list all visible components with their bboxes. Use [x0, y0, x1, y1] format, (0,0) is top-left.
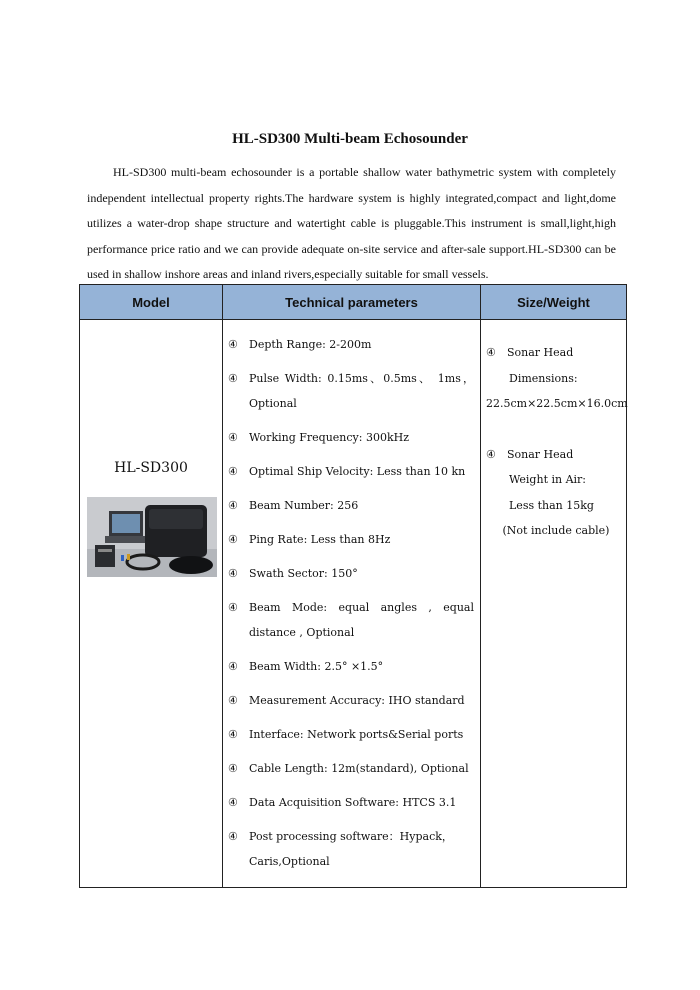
- param-item: [228, 790, 474, 816]
- param-item: [228, 722, 474, 748]
- param-item: [228, 366, 474, 392]
- document-title: HL-SD300 Multi-beam Echosounder: [232, 131, 468, 147]
- param-text: Cable Length: 12m(standard), Optional: [249, 761, 469, 775]
- param-item: [228, 493, 474, 519]
- model-name: HL-SD300: [114, 460, 188, 476]
- param-text: Depth Range: 2-200m: [249, 338, 372, 351]
- size-line: Weight in Air:: [509, 473, 587, 486]
- size-weight-cell: [481, 320, 627, 888]
- param-text: Beam Number: 256: [249, 499, 359, 513]
- size-line: Dimensions:: [509, 371, 578, 385]
- param-text: Optimal Ship Velocity: Less than 10 kn: [249, 465, 466, 479]
- param-item: [228, 595, 474, 621]
- param-item: [228, 688, 474, 714]
- param-item: [228, 824, 474, 850]
- bullet-mark: ④: [228, 499, 238, 513]
- param-item: [228, 425, 474, 451]
- param-text: Interface: Network ports&Serial ports: [249, 727, 464, 741]
- param-text: Beam Width: 2.5° ×1.5°: [249, 660, 384, 674]
- param-text: Measurement Accuracy: IHO standard: [249, 694, 465, 708]
- param-text: Working Frequency: 300kHz: [249, 431, 409, 445]
- bullet-mark: ④: [228, 371, 238, 385]
- size-line: ④ Sonar Head: [486, 442, 626, 468]
- bullet-mark: ④: [228, 431, 238, 445]
- bullet-mark: ④: [228, 660, 238, 674]
- bullet-mark: ④: [228, 829, 238, 843]
- product-photo: [87, 497, 217, 577]
- param-item-continuation: [228, 620, 474, 646]
- weight-block: [481, 442, 626, 544]
- bullet-mark: ④: [228, 566, 238, 580]
- param-text: Swath Sector: 150°: [249, 566, 358, 580]
- param-text: Optional: [249, 397, 297, 411]
- bullet-mark: ④: [486, 346, 496, 359]
- param-item: [228, 332, 474, 358]
- param-item-continuation: [228, 849, 474, 875]
- param-item: [228, 654, 474, 680]
- table-header-row: [80, 285, 627, 320]
- param-item: [228, 756, 474, 782]
- bullet-mark: ④: [228, 338, 238, 351]
- model-cell: [80, 320, 223, 888]
- parameters-cell: [223, 320, 481, 888]
- param-item: [228, 561, 474, 587]
- table-row: [80, 320, 627, 888]
- bullet-mark: ④: [228, 761, 238, 775]
- param-item: [228, 459, 474, 485]
- interface-box: [95, 545, 115, 567]
- param-text: Caris,Optional: [249, 855, 330, 869]
- param-item: [228, 527, 474, 553]
- header-size-weight: Size/Weight: [481, 285, 627, 320]
- param-text: Ping Rate: Less than 8Hz: [249, 532, 391, 546]
- param-text: Post processing software：Hypack，: [249, 829, 453, 843]
- header-model: Model: [80, 285, 223, 320]
- bullet-mark: ④: [228, 600, 238, 614]
- param-text: Pulse Width: 0.15ms、0.5ms、 1ms，: [249, 371, 474, 385]
- bullet-mark: ④: [228, 532, 238, 546]
- param-item-continuation: [228, 391, 474, 417]
- param-text: Data Acquisition Software: HTCS 3.1: [249, 795, 457, 809]
- param-text: Beam Mode: equal angles , equal: [249, 600, 474, 614]
- size-line: ④ Sonar Head: [486, 340, 626, 366]
- bullet-mark: ④: [228, 694, 238, 708]
- size-line: (Not include cable): [502, 524, 610, 537]
- param-text: distance , Optional: [249, 626, 355, 640]
- header-technical-parameters: Technical parameters: [223, 285, 481, 320]
- sonar-head: [169, 556, 213, 574]
- size-line: 22.5cm×22.5cm×16.0cm: [486, 397, 628, 410]
- intro-paragraph: HL-SD300 multi-beam echosounder is a portable shallow water bathymetric system with completely independent intellectual property rights.The hardware system is highly integrated,compact and light,dome utilizes a water-drop shape structure and watertight cable is pluggable.This instrument is small,light,high performance price ratio and we can provide adequate on-site service and after-sale support.HL-SD300 can be used in shallow inshore areas and inland rivers,especially suitable for small vessels.: [87, 165, 616, 281]
- bullet-mark: ④: [228, 795, 238, 809]
- bullet-mark: ④: [486, 447, 496, 461]
- dimensions-block: [481, 340, 626, 417]
- size-line: Less than 15kg: [509, 498, 594, 512]
- bullet-mark: ④: [228, 727, 238, 741]
- parameter-list: [223, 332, 480, 875]
- bullet-mark: ④: [228, 465, 238, 479]
- spec-table: [79, 284, 627, 888]
